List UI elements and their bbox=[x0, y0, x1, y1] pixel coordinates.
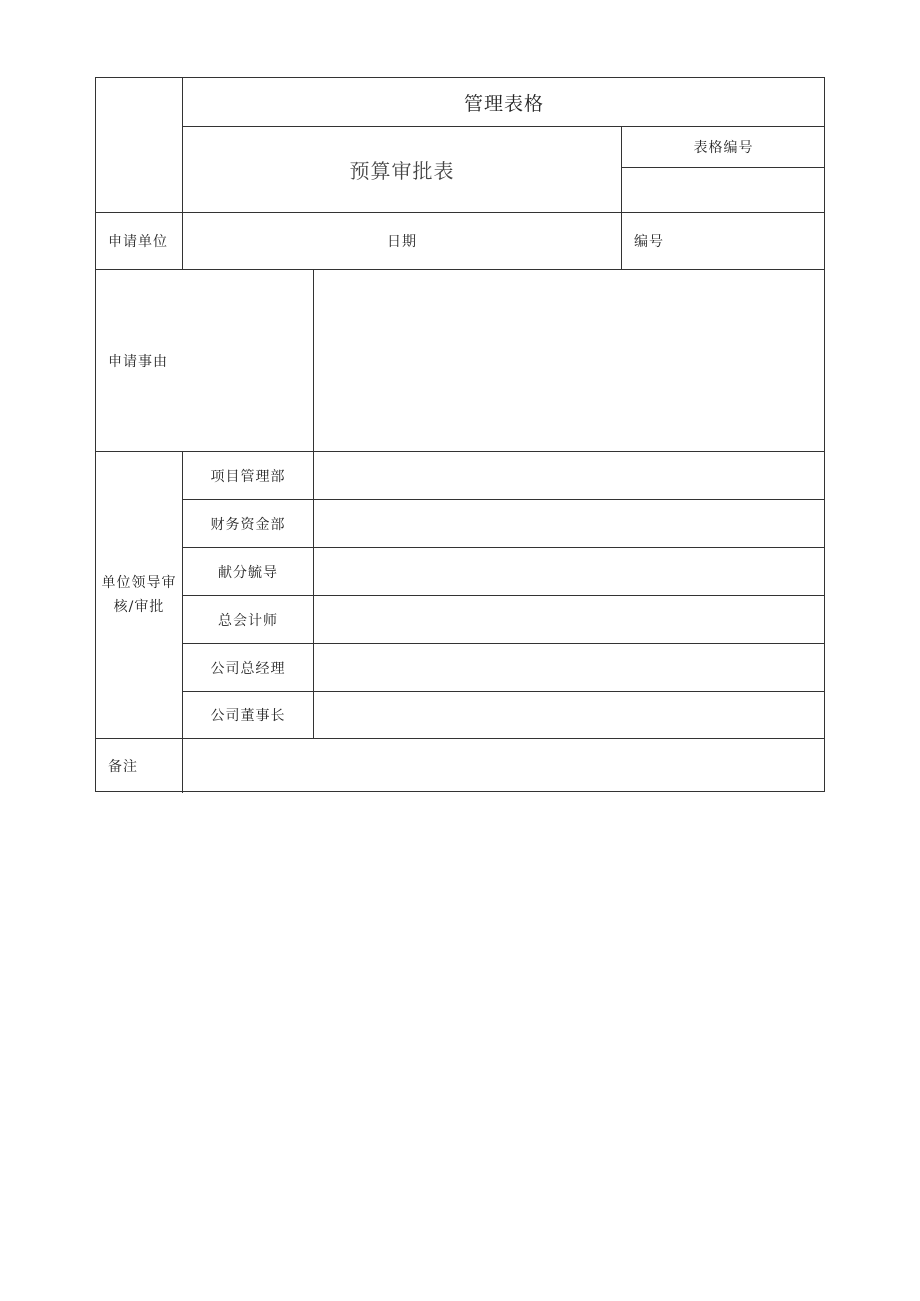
approval-row-label: 财务资金部 bbox=[210, 516, 286, 533]
divider bbox=[313, 269, 314, 739]
approval-row-field[interactable] bbox=[314, 452, 825, 499]
approval-row-label: 总会计师 bbox=[218, 612, 278, 629]
logo-area bbox=[96, 78, 182, 212]
form-title: 预算审批表 bbox=[349, 159, 455, 183]
divider bbox=[182, 547, 825, 548]
divider bbox=[182, 451, 183, 793]
divider bbox=[182, 499, 825, 500]
divider bbox=[182, 595, 825, 596]
form-number-field[interactable] bbox=[622, 168, 825, 212]
approval-row-label: 公司董事长 bbox=[210, 708, 286, 724]
approval-row-field[interactable] bbox=[314, 548, 825, 595]
approval-row-label: 项目管理部 bbox=[210, 468, 286, 485]
number-label: 编号 bbox=[634, 234, 664, 250]
divider bbox=[182, 78, 183, 270]
divider bbox=[621, 126, 622, 270]
approval-group-label bbox=[96, 452, 182, 738]
divider bbox=[182, 643, 825, 644]
form-number-label: 表格编号 bbox=[693, 140, 754, 156]
divider bbox=[96, 269, 825, 270]
category-title: 管理表格 bbox=[463, 92, 544, 115]
approval-row-field[interactable] bbox=[314, 596, 825, 643]
approval-row-field[interactable] bbox=[314, 692, 825, 738]
date-label: 日期 bbox=[387, 234, 417, 250]
approval-row-field[interactable] bbox=[314, 644, 825, 691]
applicant-unit-label: 申请单位 bbox=[108, 234, 168, 250]
remarks-label: 备注 bbox=[108, 758, 138, 775]
approval-group-text: 单位领导审核/审批 bbox=[101, 575, 177, 615]
approval-row-label: 献分毓导 bbox=[218, 564, 278, 581]
approval-row-label: 公司总经理 bbox=[210, 660, 286, 677]
budget-approval-form bbox=[95, 77, 825, 792]
divider bbox=[621, 167, 825, 168]
divider bbox=[182, 691, 825, 692]
reason-field[interactable] bbox=[314, 270, 825, 451]
approval-row-field[interactable] bbox=[314, 500, 825, 547]
divider bbox=[96, 738, 825, 739]
divider bbox=[96, 212, 825, 213]
divider bbox=[96, 451, 825, 452]
reason-label: 申请事由 bbox=[108, 353, 168, 370]
remarks-field[interactable] bbox=[183, 739, 825, 792]
divider bbox=[182, 126, 825, 127]
